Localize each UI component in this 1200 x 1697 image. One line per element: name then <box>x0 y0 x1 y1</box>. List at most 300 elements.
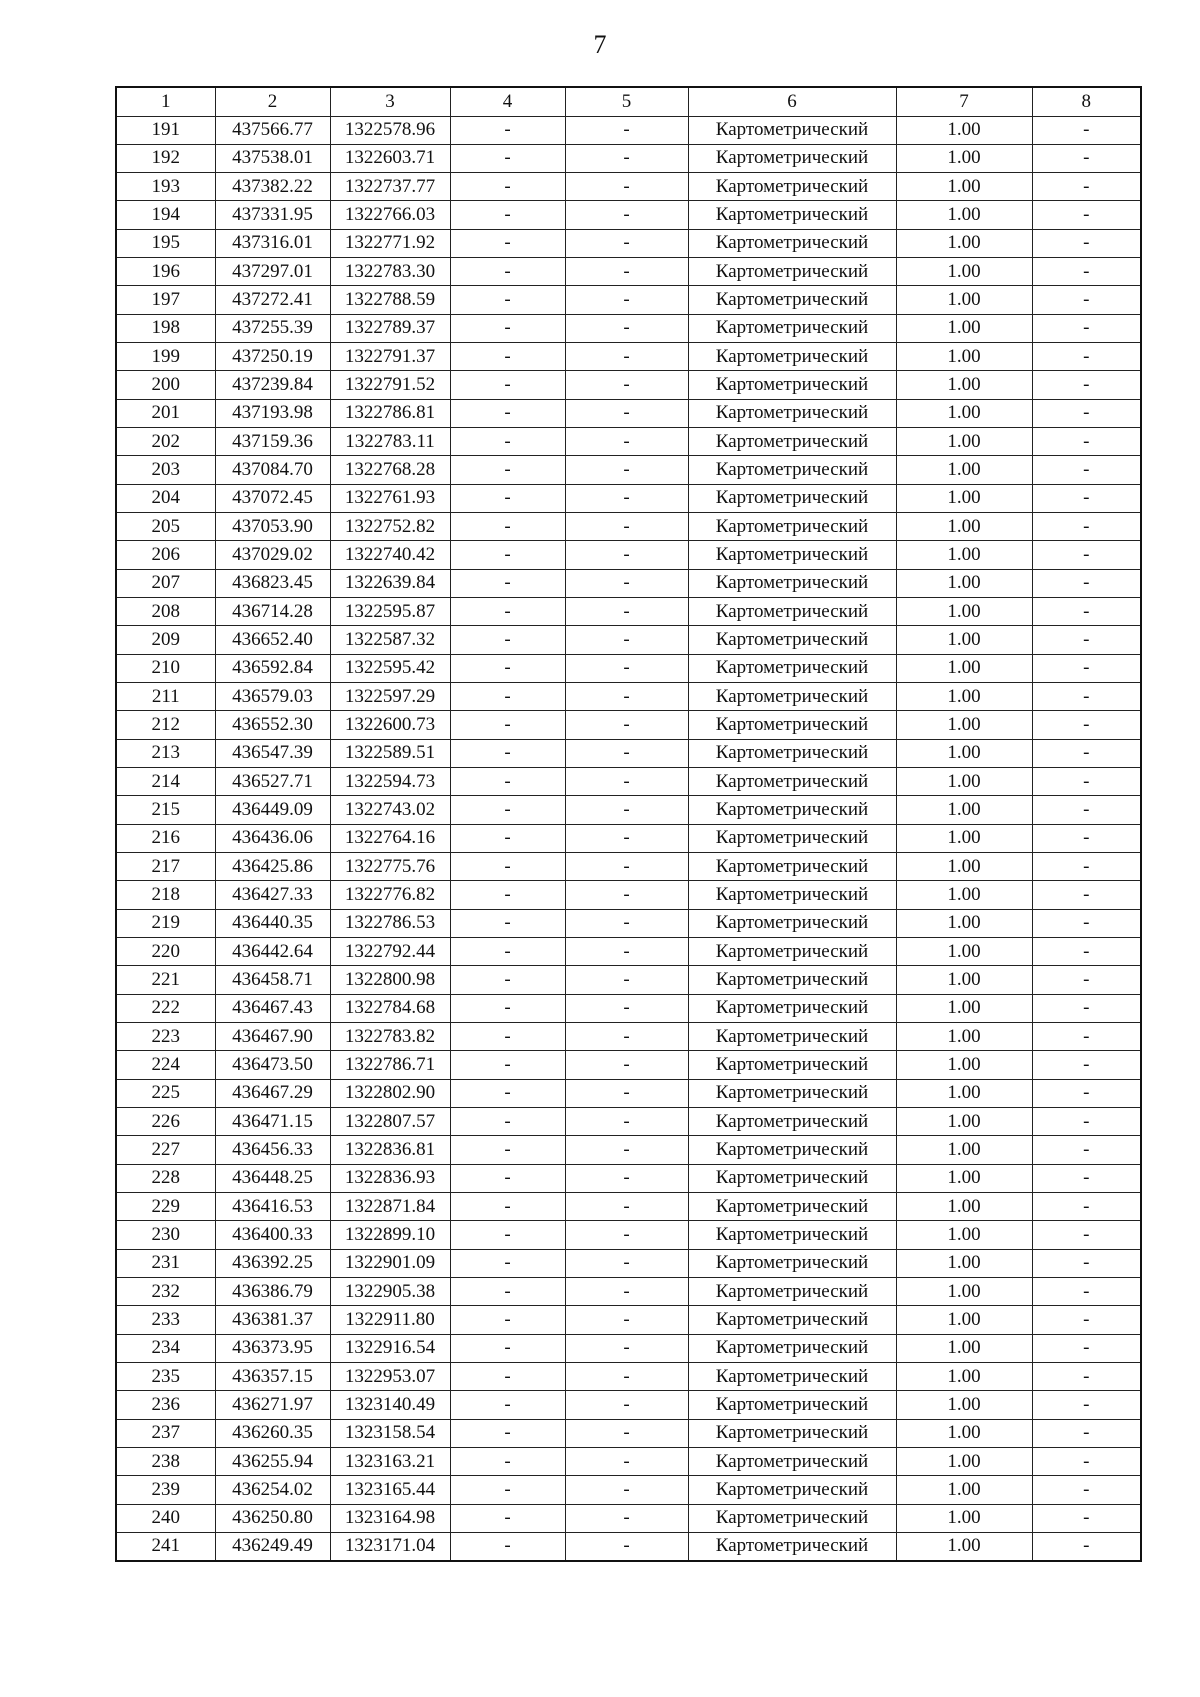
accuracy-cell: 1.00 <box>896 428 1032 456</box>
y-coordinate-cell: 1323164.98 <box>330 1504 450 1532</box>
method-cell: Картометрический <box>688 796 896 824</box>
x-coordinate-cell: 436458.71 <box>215 966 330 994</box>
table-row <box>116 1277 1141 1305</box>
column-8-cell: - <box>1032 881 1141 909</box>
table-row <box>116 116 1141 144</box>
column-8-cell: - <box>1032 144 1141 172</box>
column-5-cell: - <box>565 1164 688 1192</box>
table-row <box>116 1192 1141 1220</box>
column-8-cell: - <box>1032 796 1141 824</box>
point-number-cell: 194 <box>116 201 215 229</box>
accuracy-cell: 1.00 <box>896 626 1032 654</box>
method-cell: Картометрический <box>688 144 896 172</box>
method-cell: Картометрический <box>688 1334 896 1362</box>
table-row <box>116 1306 1141 1334</box>
accuracy-cell: 1.00 <box>896 881 1032 909</box>
point-number-cell: 199 <box>116 343 215 371</box>
accuracy-cell: 1.00 <box>896 484 1032 512</box>
x-coordinate-cell: 436714.28 <box>215 598 330 626</box>
table-row <box>116 966 1141 994</box>
y-coordinate-cell: 1322784.68 <box>330 994 450 1022</box>
table-row <box>116 399 1141 427</box>
y-coordinate-cell: 1322775.76 <box>330 853 450 881</box>
point-number-cell: 230 <box>116 1221 215 1249</box>
method-cell: Картометрический <box>688 881 896 909</box>
table-row <box>116 739 1141 767</box>
column-4-cell: - <box>450 1023 565 1051</box>
column-4-cell: - <box>450 1277 565 1305</box>
accuracy-cell: 1.00 <box>896 683 1032 711</box>
accuracy-cell: 1.00 <box>896 1136 1032 1164</box>
column-5-cell: - <box>565 1476 688 1504</box>
column-4-cell: - <box>450 1221 565 1249</box>
column-8-cell: - <box>1032 1419 1141 1447</box>
column-5-cell: - <box>565 768 688 796</box>
point-number-cell: 197 <box>116 286 215 314</box>
table-row <box>116 428 1141 456</box>
column-8-cell: - <box>1032 1051 1141 1079</box>
column-4-cell: - <box>450 1532 565 1560</box>
point-number-cell: 223 <box>116 1023 215 1051</box>
accuracy-cell: 1.00 <box>896 201 1032 229</box>
column-4-cell: - <box>450 399 565 427</box>
method-cell: Картометрический <box>688 1532 896 1560</box>
column-5-cell: - <box>565 1192 688 1220</box>
column-5-cell: - <box>565 229 688 257</box>
column-4-cell: - <box>450 683 565 711</box>
column-4-cell: - <box>450 796 565 824</box>
column-8-cell: - <box>1032 229 1141 257</box>
x-coordinate-cell: 436427.33 <box>215 881 330 909</box>
table-row <box>116 1079 1141 1107</box>
table-row <box>116 1391 1141 1419</box>
method-cell: Картометрический <box>688 966 896 994</box>
point-number-cell: 211 <box>116 683 215 711</box>
point-number-cell: 207 <box>116 569 215 597</box>
column-4-cell: - <box>450 881 565 909</box>
table-row <box>116 1362 1141 1390</box>
point-number-cell: 234 <box>116 1334 215 1362</box>
column-8-cell: - <box>1032 1136 1141 1164</box>
accuracy-cell: 1.00 <box>896 768 1032 796</box>
accuracy-cell: 1.00 <box>896 598 1032 626</box>
method-cell: Картометрический <box>688 1362 896 1390</box>
column-5-cell: - <box>565 314 688 342</box>
y-coordinate-cell: 1322786.81 <box>330 399 450 427</box>
y-coordinate-cell: 1322836.81 <box>330 1136 450 1164</box>
y-coordinate-cell: 1322737.77 <box>330 173 450 201</box>
table-row <box>116 626 1141 654</box>
x-coordinate-cell: 436271.97 <box>215 1391 330 1419</box>
point-number-cell: 222 <box>116 994 215 1022</box>
accuracy-cell: 1.00 <box>896 173 1032 201</box>
x-coordinate-cell: 436392.25 <box>215 1249 330 1277</box>
method-cell: Картометрический <box>688 314 896 342</box>
table-row <box>116 286 1141 314</box>
column-5-cell: - <box>565 683 688 711</box>
method-cell: Картометрический <box>688 994 896 1022</box>
column-5-cell: - <box>565 1107 688 1135</box>
point-number-cell: 213 <box>116 739 215 767</box>
y-coordinate-cell: 1322916.54 <box>330 1334 450 1362</box>
y-coordinate-cell: 1322792.44 <box>330 938 450 966</box>
accuracy-cell: 1.00 <box>896 1306 1032 1334</box>
y-coordinate-cell: 1322802.90 <box>330 1079 450 1107</box>
method-cell: Картометрический <box>688 739 896 767</box>
method-cell: Картометрический <box>688 1249 896 1277</box>
table-row <box>116 1504 1141 1532</box>
point-number-cell: 229 <box>116 1192 215 1220</box>
accuracy-cell: 1.00 <box>896 541 1032 569</box>
table-row <box>116 909 1141 937</box>
table-row <box>116 343 1141 371</box>
point-number-cell: 219 <box>116 909 215 937</box>
table-row <box>116 824 1141 852</box>
column-8-cell: - <box>1032 1362 1141 1390</box>
point-number-cell: 208 <box>116 598 215 626</box>
column-5-cell: - <box>565 938 688 966</box>
y-coordinate-cell: 1322578.96 <box>330 116 450 144</box>
column-8-cell: - <box>1032 994 1141 1022</box>
column-8-cell: - <box>1032 966 1141 994</box>
accuracy-cell: 1.00 <box>896 1362 1032 1390</box>
y-coordinate-cell: 1322836.93 <box>330 1164 450 1192</box>
y-coordinate-cell: 1322743.02 <box>330 796 450 824</box>
column-8-cell: - <box>1032 824 1141 852</box>
table-row <box>116 1334 1141 1362</box>
column-4-cell: - <box>450 853 565 881</box>
column-8-cell: - <box>1032 399 1141 427</box>
column-5-cell: - <box>565 909 688 937</box>
accuracy-cell: 1.00 <box>896 258 1032 286</box>
method-cell: Картометрический <box>688 1277 896 1305</box>
method-cell: Картометрический <box>688 683 896 711</box>
method-cell: Картометрический <box>688 399 896 427</box>
y-coordinate-cell: 1322752.82 <box>330 513 450 541</box>
method-cell: Картометрический <box>688 1504 896 1532</box>
method-cell: Картометрический <box>688 1164 896 1192</box>
table-row <box>116 371 1141 399</box>
table-row <box>116 229 1141 257</box>
accuracy-cell: 1.00 <box>896 1192 1032 1220</box>
table-row <box>116 994 1141 1022</box>
accuracy-cell: 1.00 <box>896 569 1032 597</box>
table-row <box>116 1164 1141 1192</box>
column-8-cell: - <box>1032 484 1141 512</box>
point-number-cell: 210 <box>116 654 215 682</box>
column-5-cell: - <box>565 626 688 654</box>
y-coordinate-cell: 1323165.44 <box>330 1476 450 1504</box>
x-coordinate-cell: 436547.39 <box>215 739 330 767</box>
x-coordinate-cell: 436250.80 <box>215 1504 330 1532</box>
column-4-cell: - <box>450 541 565 569</box>
accuracy-cell: 1.00 <box>896 824 1032 852</box>
point-number-cell: 217 <box>116 853 215 881</box>
column-4-cell: - <box>450 428 565 456</box>
table-row <box>116 654 1141 682</box>
point-number-cell: 233 <box>116 1306 215 1334</box>
column-4-cell: - <box>450 598 565 626</box>
x-coordinate-cell: 437382.22 <box>215 173 330 201</box>
table-row <box>116 201 1141 229</box>
column-4-cell: - <box>450 513 565 541</box>
point-number-cell: 191 <box>116 116 215 144</box>
column-4-cell: - <box>450 1107 565 1135</box>
x-coordinate-cell: 436400.33 <box>215 1221 330 1249</box>
point-number-cell: 204 <box>116 484 215 512</box>
point-number-cell: 201 <box>116 399 215 427</box>
column-5-cell: - <box>565 1136 688 1164</box>
column-8-cell: - <box>1032 1447 1141 1475</box>
y-coordinate-cell: 1322791.37 <box>330 343 450 371</box>
column-5-cell: - <box>565 1051 688 1079</box>
point-number-cell: 192 <box>116 144 215 172</box>
x-coordinate-cell: 436386.79 <box>215 1277 330 1305</box>
column-5-cell: - <box>565 711 688 739</box>
point-number-cell: 212 <box>116 711 215 739</box>
method-cell: Картометрический <box>688 1107 896 1135</box>
accuracy-cell: 1.00 <box>896 938 1032 966</box>
column-4-cell: - <box>450 144 565 172</box>
method-cell: Картометрический <box>688 371 896 399</box>
column-8-cell: - <box>1032 1504 1141 1532</box>
method-cell: Картометрический <box>688 569 896 597</box>
y-coordinate-cell: 1323158.54 <box>330 1419 450 1447</box>
x-coordinate-cell: 437538.01 <box>215 144 330 172</box>
x-coordinate-cell: 437297.01 <box>215 258 330 286</box>
y-coordinate-cell: 1322764.16 <box>330 824 450 852</box>
column-5-cell: - <box>565 173 688 201</box>
method-cell: Картометрический <box>688 654 896 682</box>
table-body <box>116 116 1141 1561</box>
y-coordinate-cell: 1322771.92 <box>330 229 450 257</box>
x-coordinate-cell: 436652.40 <box>215 626 330 654</box>
y-coordinate-cell: 1322899.10 <box>330 1221 450 1249</box>
point-number-cell: 214 <box>116 768 215 796</box>
column-8-cell: - <box>1032 1221 1141 1249</box>
column-5-cell: - <box>565 1334 688 1362</box>
method-cell: Картометрический <box>688 1419 896 1447</box>
column-4-cell: - <box>450 654 565 682</box>
column-5-cell: - <box>565 456 688 484</box>
method-cell: Картометрический <box>688 258 896 286</box>
table-row <box>116 1051 1141 1079</box>
method-cell: Картометрический <box>688 1051 896 1079</box>
accuracy-cell: 1.00 <box>896 1164 1032 1192</box>
x-coordinate-cell: 436255.94 <box>215 1447 330 1475</box>
point-number-cell: 241 <box>116 1532 215 1560</box>
table-row <box>116 456 1141 484</box>
x-coordinate-cell: 437193.98 <box>215 399 330 427</box>
table-row <box>116 1221 1141 1249</box>
accuracy-cell: 1.00 <box>896 739 1032 767</box>
accuracy-cell: 1.00 <box>896 1391 1032 1419</box>
y-coordinate-cell: 1322800.98 <box>330 966 450 994</box>
x-coordinate-cell: 436579.03 <box>215 683 330 711</box>
y-coordinate-cell: 1322783.82 <box>330 1023 450 1051</box>
column-8-cell: - <box>1032 1532 1141 1560</box>
table-row <box>116 314 1141 342</box>
x-coordinate-cell: 437272.41 <box>215 286 330 314</box>
point-number-cell: 226 <box>116 1107 215 1135</box>
point-number-cell: 206 <box>116 541 215 569</box>
column-8-cell: - <box>1032 1192 1141 1220</box>
point-number-cell: 203 <box>116 456 215 484</box>
column-header: 2 <box>215 87 330 116</box>
method-cell: Картометрический <box>688 853 896 881</box>
point-number-cell: 236 <box>116 1391 215 1419</box>
column-4-cell: - <box>450 1079 565 1107</box>
column-8-cell: - <box>1032 258 1141 286</box>
column-header: 3 <box>330 87 450 116</box>
y-coordinate-cell: 1322776.82 <box>330 881 450 909</box>
column-5-cell: - <box>565 286 688 314</box>
column-5-cell: - <box>565 371 688 399</box>
column-4-cell: - <box>450 1249 565 1277</box>
column-8-cell: - <box>1032 1306 1141 1334</box>
y-coordinate-cell: 1322589.51 <box>330 739 450 767</box>
coordinates-table <box>115 86 1142 1562</box>
x-coordinate-cell: 436467.29 <box>215 1079 330 1107</box>
column-8-cell: - <box>1032 683 1141 711</box>
column-5-cell: - <box>565 654 688 682</box>
column-8-cell: - <box>1032 456 1141 484</box>
column-5-cell: - <box>565 1504 688 1532</box>
point-number-cell: 235 <box>116 1362 215 1390</box>
accuracy-cell: 1.00 <box>896 1051 1032 1079</box>
y-coordinate-cell: 1322587.32 <box>330 626 450 654</box>
column-8-cell: - <box>1032 428 1141 456</box>
column-header: 6 <box>688 87 896 116</box>
column-5-cell: - <box>565 1391 688 1419</box>
y-coordinate-cell: 1322783.30 <box>330 258 450 286</box>
y-coordinate-cell: 1322905.38 <box>330 1277 450 1305</box>
y-coordinate-cell: 1322786.53 <box>330 909 450 937</box>
column-5-cell: - <box>565 1023 688 1051</box>
column-4-cell: - <box>450 1391 565 1419</box>
point-number-cell: 198 <box>116 314 215 342</box>
column-8-cell: - <box>1032 371 1141 399</box>
x-coordinate-cell: 436381.37 <box>215 1306 330 1334</box>
column-8-cell: - <box>1032 853 1141 881</box>
y-coordinate-cell: 1322597.29 <box>330 683 450 711</box>
column-4-cell: - <box>450 626 565 654</box>
point-number-cell: 220 <box>116 938 215 966</box>
point-number-cell: 218 <box>116 881 215 909</box>
column-4-cell: - <box>450 1476 565 1504</box>
accuracy-cell: 1.00 <box>896 1221 1032 1249</box>
column-8-cell: - <box>1032 116 1141 144</box>
column-4-cell: - <box>450 966 565 994</box>
column-4-cell: - <box>450 371 565 399</box>
x-coordinate-cell: 436471.15 <box>215 1107 330 1135</box>
column-5-cell: - <box>565 881 688 909</box>
y-coordinate-cell: 1323140.49 <box>330 1391 450 1419</box>
accuracy-cell: 1.00 <box>896 144 1032 172</box>
x-coordinate-cell: 436442.64 <box>215 938 330 966</box>
accuracy-cell: 1.00 <box>896 1419 1032 1447</box>
table-row <box>116 1447 1141 1475</box>
accuracy-cell: 1.00 <box>896 711 1032 739</box>
column-4-cell: - <box>450 1164 565 1192</box>
x-coordinate-cell: 436249.49 <box>215 1532 330 1560</box>
x-coordinate-cell: 436456.33 <box>215 1136 330 1164</box>
column-header: 8 <box>1032 87 1141 116</box>
column-4-cell: - <box>450 739 565 767</box>
column-8-cell: - <box>1032 739 1141 767</box>
x-coordinate-cell: 437239.84 <box>215 371 330 399</box>
method-cell: Картометрический <box>688 484 896 512</box>
x-coordinate-cell: 436473.50 <box>215 1051 330 1079</box>
accuracy-cell: 1.00 <box>896 994 1032 1022</box>
accuracy-cell: 1.00 <box>896 966 1032 994</box>
table-header <box>116 87 1141 116</box>
column-5-cell: - <box>565 1249 688 1277</box>
table-row <box>116 1532 1141 1560</box>
column-header: 4 <box>450 87 565 116</box>
column-8-cell: - <box>1032 513 1141 541</box>
table-row <box>116 1249 1141 1277</box>
x-coordinate-cell: 436592.84 <box>215 654 330 682</box>
accuracy-cell: 1.00 <box>896 1476 1032 1504</box>
method-cell: Картометрический <box>688 173 896 201</box>
column-4-cell: - <box>450 1136 565 1164</box>
point-number-cell: 200 <box>116 371 215 399</box>
x-coordinate-cell: 436357.15 <box>215 1362 330 1390</box>
table-row <box>116 768 1141 796</box>
accuracy-cell: 1.00 <box>896 909 1032 937</box>
method-cell: Картометрический <box>688 938 896 966</box>
column-8-cell: - <box>1032 938 1141 966</box>
column-5-cell: - <box>565 824 688 852</box>
table-row <box>116 881 1141 909</box>
x-coordinate-cell: 437331.95 <box>215 201 330 229</box>
accuracy-cell: 1.00 <box>896 796 1032 824</box>
y-coordinate-cell: 1322783.11 <box>330 428 450 456</box>
accuracy-cell: 1.00 <box>896 343 1032 371</box>
column-5-cell: - <box>565 966 688 994</box>
column-header: 5 <box>565 87 688 116</box>
x-coordinate-cell: 437084.70 <box>215 456 330 484</box>
point-number-cell: 224 <box>116 1051 215 1079</box>
column-5-cell: - <box>565 1532 688 1560</box>
table-row <box>116 853 1141 881</box>
accuracy-cell: 1.00 <box>896 286 1032 314</box>
column-4-cell: - <box>450 456 565 484</box>
y-coordinate-cell: 1322639.84 <box>330 569 450 597</box>
column-4-cell: - <box>450 768 565 796</box>
column-4-cell: - <box>450 484 565 512</box>
y-coordinate-cell: 1322766.03 <box>330 201 450 229</box>
y-coordinate-cell: 1322786.71 <box>330 1051 450 1079</box>
accuracy-cell: 1.00 <box>896 1532 1032 1560</box>
column-4-cell: - <box>450 1051 565 1079</box>
column-header: 7 <box>896 87 1032 116</box>
method-cell: Картометрический <box>688 1023 896 1051</box>
accuracy-cell: 1.00 <box>896 399 1032 427</box>
column-4-cell: - <box>450 711 565 739</box>
x-coordinate-cell: 436448.25 <box>215 1164 330 1192</box>
method-cell: Картометрический <box>688 1221 896 1249</box>
method-cell: Картометрический <box>688 513 896 541</box>
column-4-cell: - <box>450 314 565 342</box>
method-cell: Картометрический <box>688 456 896 484</box>
accuracy-cell: 1.00 <box>896 1079 1032 1107</box>
table-row <box>116 1419 1141 1447</box>
method-cell: Картометрический <box>688 229 896 257</box>
point-number-cell: 202 <box>116 428 215 456</box>
y-coordinate-cell: 1322807.57 <box>330 1107 450 1135</box>
